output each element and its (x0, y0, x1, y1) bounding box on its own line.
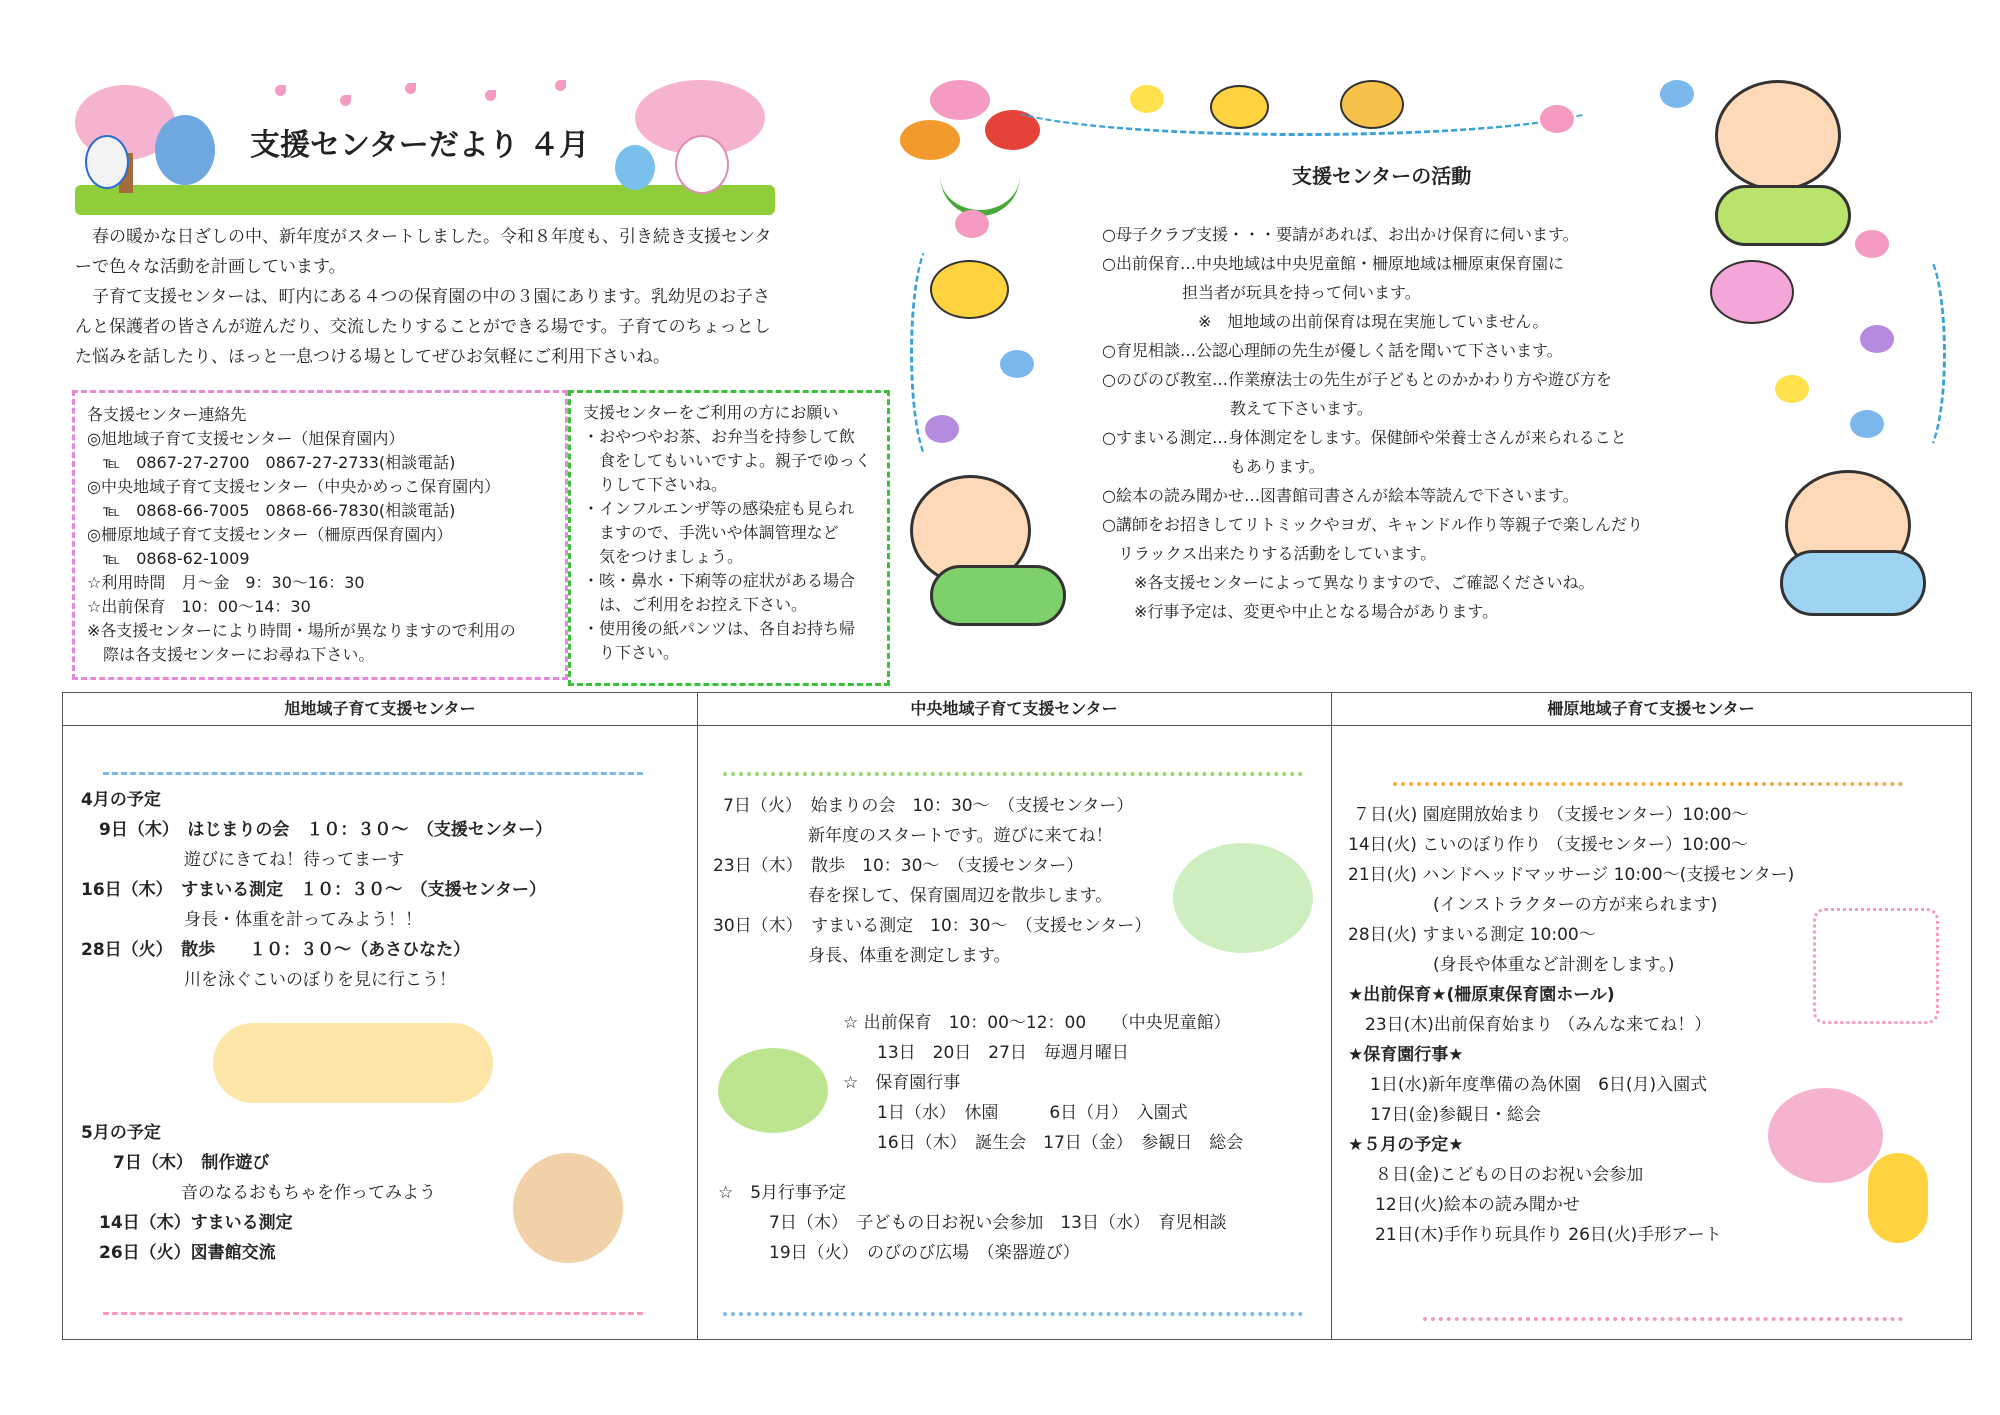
asahi-event: 16日（木） すまいる測定 １０：３０～ （支援センター） (81, 880, 546, 900)
intro-line: 春の暖かな日ざしの中、新年度がスタートしました。令和８年度も、引き続き支援センタ (75, 227, 772, 247)
bear-character-icon (155, 115, 215, 185)
chuo-event-note: 身長、体重を測定します。 (723, 946, 1011, 966)
cherry-tree-icon (1768, 1088, 1883, 1183)
girl-character-icon (1868, 1153, 1928, 1243)
asahi-event-note: 川を泳ぐこいのぼりを見に行こう！ (99, 970, 456, 990)
butterfly-icon (1710, 260, 1794, 324)
intro-line: た悩みを話したり、ほっと一息つける場としてぜひお気軽にご利用下さいね。 (75, 347, 670, 367)
tulip-leaves-icon (940, 160, 1020, 216)
letter-card-icon (1813, 908, 1939, 1024)
activity-item: ○育児相談…公認心理師の先生が優しく話を聞いて下さいます。 (1102, 341, 1563, 360)
yanahara-event: 28日(火) すまいる測定 10:00～ (1348, 925, 1596, 945)
contact-phone: ℡ 0867-27-2700 0867-27-2733(相談電話) (87, 453, 456, 472)
chuo-event: 30日（木） すまいる測定 10：30～ （支援センター） (713, 916, 1152, 936)
usage-notice-box (568, 390, 890, 686)
animals-parade-icon (213, 1023, 493, 1103)
intro-line: 子育て支援センターは、町内にある４つの保育園の中の３園にあります。乳幼児のお子さ (75, 287, 770, 307)
usage-line: り下さい。 (583, 643, 680, 662)
yanahara-item: 23日(木)出前保育始まり （みんな来てね！） (1348, 1015, 1712, 1035)
contact-box (72, 390, 568, 680)
petal-icon (555, 80, 566, 91)
flower-border-icon (1393, 748, 1903, 786)
schedule-table (62, 692, 1972, 1340)
may-title: 5月の予定 (81, 1123, 161, 1143)
yanahara-event: 14日(火) こいのぼり作り （支援センター）10:00～ (1348, 835, 1749, 855)
contact-phone: ℡ 0868-62-1009 (87, 549, 250, 568)
flower-icon (1860, 325, 1894, 353)
lion-character-icon (718, 1048, 828, 1133)
asahi-event-note: 身長・体重を計ってみよう！！ (99, 910, 422, 930)
intro-line: ーで色々な活動を計画しています。 (75, 257, 346, 277)
yanahara-section: ★５月の予定★ (1348, 1135, 1464, 1155)
activities-list (1102, 220, 1643, 626)
chuo-delivery: ☆ 出前保育 10：00～12：00 （中央児童館） (843, 1013, 1231, 1033)
yanahara-event-note: (インストラクターの方が来られます) (1348, 895, 1718, 915)
usage-line: ・咳・鼻水・下痢等の症状がある場合 (583, 571, 856, 590)
usage-line: ・おやつやお茶、お弁当を持参して飲 (583, 427, 856, 446)
hours-line: ☆出前保育 10：00～14：30 (87, 597, 311, 616)
header-asahi: 旭地域子育て支援センター (63, 693, 697, 726)
activity-item: 担当者が玩具を持って伺います。 (1102, 283, 1421, 302)
baby-body-icon (1780, 550, 1926, 616)
dog-character-icon (513, 1153, 623, 1263)
contact-line: ◎中央地域子育て支援センター（中央かめっこ保育園内） (87, 477, 501, 496)
header-yanahara: 柵原地域子育て支援センター (1331, 693, 1971, 726)
dashed-path (1900, 250, 1946, 456)
column-divider (697, 693, 698, 1339)
activity-item: もあります。 (1102, 457, 1325, 476)
baby-body-icon (930, 565, 1066, 626)
flower-icon (925, 415, 959, 443)
flower-icon (1000, 350, 1034, 378)
yanahara-item: 12日(火)絵本の読み聞かせ (1358, 1195, 1580, 1215)
animal-border-icon (103, 738, 643, 775)
baby-face-icon (1715, 80, 1841, 191)
chuo-nursery-item: 1日（水） 休園 6日（月） 入園式 (843, 1103, 1188, 1123)
activity-item: ○出前保育…中央地域は中央児童館・柵原地域は柵原東保育園に (1102, 254, 1564, 273)
asahi-may-event: 14日（木）すまいる測定 (99, 1213, 293, 1233)
chuo-event: 23日（木） 散歩 10：30～ （支援センター） (713, 856, 1084, 876)
asahi-event: 9日（木） はじまりの会 １０：３０～ （支援センター） (99, 820, 553, 840)
petal-icon (485, 90, 496, 101)
bee-icon (1210, 85, 1269, 129)
yanahara-event: ７日(火) 園庭開放始まり （支援センター）10:00～ (1353, 805, 1749, 825)
contact-line: ◎柵原地域子育て支援センター（柵原西保育園内） (87, 525, 453, 544)
yanahara-item: ８日(金)こどもの日のお祝い会参加 (1358, 1165, 1644, 1185)
petal-icon (340, 95, 351, 106)
column-divider (1331, 693, 1332, 1339)
note-line: ※各支援センターにより時間・場所が異なりますので利用の (87, 621, 516, 640)
activity-item: ※各支援センターによって異なりますので、ご確認くださいね。 (1102, 573, 1595, 592)
april-title: 4月の予定 (81, 790, 161, 810)
contact-phone: ℡ 0868-66-7005 0868-66-7830(相談電話) (87, 501, 456, 520)
flower-icon (955, 210, 989, 238)
page-title: 支援センターだより ４月 (250, 128, 590, 163)
usage-heading: 支援センターをご利用の方にお願い (583, 403, 839, 422)
tulip-icon (900, 120, 960, 160)
activity-item: ○講師をお招きしてリトミックやヨガ、キャンドル作り等親子で楽しんだり (1102, 515, 1644, 534)
activity-item: 教えて下さいます。 (1102, 399, 1373, 418)
intro-text (75, 222, 815, 372)
activity-item: ○母子クラブ支援・・・要請があれば、お出かけ保育に伺います。 (1102, 225, 1579, 244)
yanahara-item: 21日(木)手作り玩具作り 26日(火)手形アート (1358, 1225, 1722, 1245)
tulip-icon (930, 80, 990, 120)
asahi-event: 28日（火） 散歩 １０：３０～（あさひなた） (81, 940, 471, 960)
bee-icon (1340, 80, 1404, 129)
chuo-nursery-events: ☆ 保育園行事 (843, 1073, 961, 1093)
activity-item: リラックス出来たりする活動をしています。 (1102, 544, 1437, 563)
usage-line: ・インフルエンザ等の感染症も見られ (583, 499, 855, 518)
chuo-delivery-dates: 13日 20日 27日 毎週月曜日 (843, 1043, 1129, 1063)
mouse-character-icon (615, 145, 655, 190)
note-line: 際は各支援センターにお尋ね下さい。 (87, 645, 375, 664)
yanahara-section: ★保育園行事★ (1348, 1045, 1464, 1065)
animal-border-icon (103, 1278, 643, 1315)
usage-line: ・使用後の紙パンツは、各自お持ち帰 (583, 619, 856, 638)
faces-border-icon (1423, 1283, 1903, 1321)
yanahara-event: 21日(火) ハンドヘッドマッサージ 10:00～(支援センター) (1348, 865, 1795, 885)
dashed-path (1000, 70, 1606, 136)
penguin-character-icon (85, 135, 129, 189)
grass-strip (75, 185, 775, 215)
children-flowers-icon (1173, 843, 1313, 953)
flower-icon (1850, 410, 1884, 438)
activity-item: ※行事予定は、変更や中止となる場合があります。 (1102, 602, 1499, 621)
petal-icon (405, 83, 416, 94)
yanahara-section: ★出前保育★(柵原東保育園ホール) (1348, 985, 1615, 1005)
flower-icon (1855, 230, 1889, 258)
petal-icon (275, 85, 286, 96)
baby-body-icon (1715, 185, 1851, 246)
chuo-event: 7日（火） 始まりの会 10：30～ （支援センター） (723, 796, 1134, 816)
usage-line: 食をしてもいいですよ。親子でゆっく (583, 451, 871, 470)
chuo-may-title: ☆ 5月行事予定 (718, 1183, 847, 1203)
usage-line: りして下さいね。 (583, 475, 728, 494)
activity-item: ○絵本の読み聞かせ…図書館司書さんが絵本等読んで下さいます。 (1102, 486, 1579, 505)
usage-line: 気をつけましょう。 (583, 547, 744, 566)
activity-item: ○すまいる測定…身体測定をします。保健師や栄養士さんが来られること (1102, 428, 1627, 447)
asahi-may-note: 音のなるおもちゃを作ってみよう (113, 1183, 436, 1203)
chuo-may-event: 19日（火） のびのび広場 （楽器遊び） (718, 1243, 1080, 1263)
sprout-border-icon (723, 1278, 1303, 1316)
activity-item: ※ 旭地域の出前保育は現在実施していません。 (1102, 312, 1549, 331)
butterfly-icon (930, 260, 1009, 319)
chuo-may-event: 7日（木） 子どもの日お祝い会参加 13日（水） 育児相談 (718, 1213, 1227, 1233)
yanahara-item: 1日(水)新年度準備の為休園 6日(月)入園式 (1353, 1075, 1708, 1095)
asahi-may-event: 7日（木） 制作遊び (113, 1153, 270, 1173)
chuo-event-note: 春を探して、保育園周辺を散歩します。 (723, 886, 1113, 906)
asahi-may-event: 26日（火）図書館交流 (99, 1243, 276, 1263)
asahi-event-note: 遊びにきてね！待ってまーす (99, 850, 405, 870)
flower-icon (1540, 105, 1574, 133)
hours-line: ☆利用時間 月～金 9：30～16：30 (87, 573, 365, 592)
contact-line: ◎旭地域子育て支援センター（旭保育園内） (87, 429, 405, 448)
usage-line: は、ご利用をお控え下さい。 (583, 595, 808, 614)
intro-line: んと保護者の皆さんが遊んだり、交流したりすることができる場です。子育てのちょっとし (75, 317, 771, 337)
header-chuo: 中央地域子育て支援センター (697, 693, 1331, 726)
chuo-nursery-item: 16日（木） 誕生会 17日（金） 参観日 総会 (843, 1133, 1244, 1153)
chuo-event-note: 新年度のスタートです。遊びに来てね！ (723, 826, 1113, 846)
activity-item: ○のびのび教室…作業療法士の先生が子どもとのかかわり方や遊び方を (1102, 370, 1612, 389)
flower-border-icon (723, 738, 1303, 776)
yanahara-item: 17日(金)参観日・総会 (1353, 1105, 1541, 1125)
activities-title: 支援センターの活動 (1292, 164, 1472, 188)
flower-icon (1660, 80, 1694, 108)
yanahara-event-note: (身長や体重など計測をします。) (1348, 955, 1675, 975)
contact-heading: 各支援センター連絡先 (87, 405, 247, 424)
flower-icon (1775, 375, 1809, 403)
flower-icon (1130, 85, 1164, 113)
usage-line: ますので、手洗いや体調管理など (583, 523, 839, 542)
cat-character-icon (675, 135, 729, 194)
